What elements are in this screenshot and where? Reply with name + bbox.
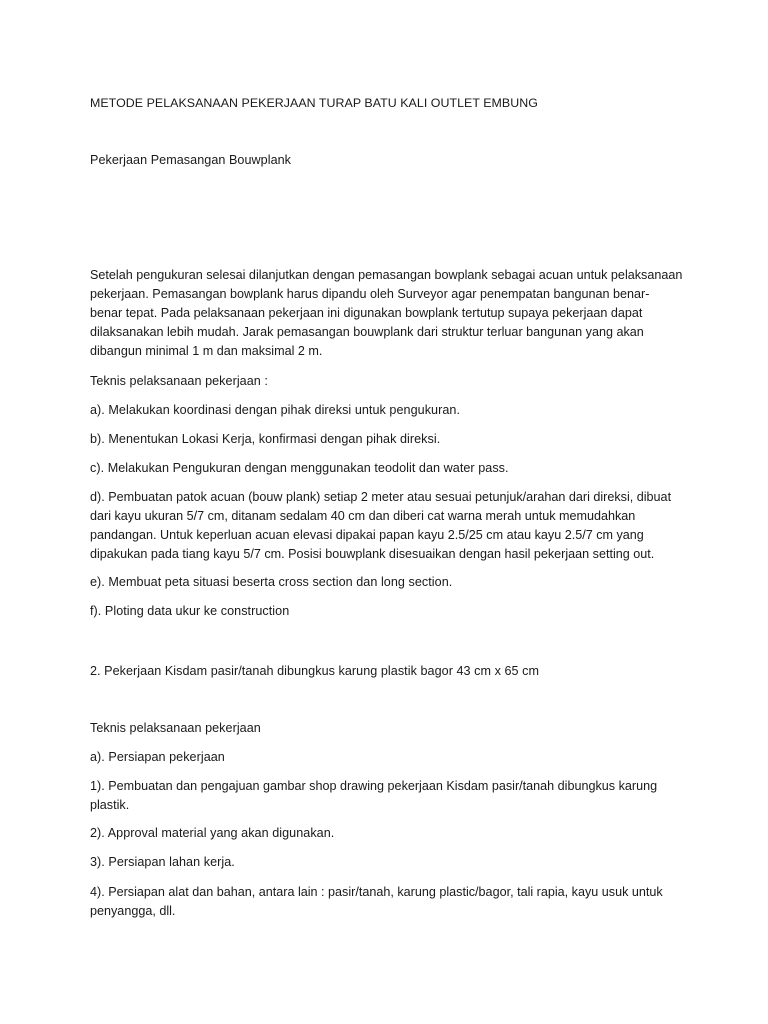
- paragraph-line: dibangun minimal 1 m dan maksimal 2 m.: [90, 344, 323, 358]
- teknis-heading-2: Teknis pelaksanaan pekerjaan: [90, 721, 261, 735]
- list-item-a: a). Melakukan koordinasi dengan pihak direksi untuk pengukuran.: [90, 403, 460, 417]
- teknis-heading-1: Teknis pelaksanaan pekerjaan :: [90, 374, 268, 388]
- paragraph-line: dari kayu ukuran 5/7 cm, ditanam sedalam 40 cm dan diberi cat warna merah untuk memudahkan: [90, 509, 636, 523]
- paragraph-line: pandangan. Untuk keperluan acuan elevasi dipakai papan kayu 2.5/25 cm atau kayu 2.5/7 cm yang: [90, 528, 644, 542]
- step-1: [90, 777, 670, 815]
- intro-paragraph: [90, 266, 683, 361]
- paragraph-line: 4). Persiapan alat dan bahan, antara lain : pasir/tanah, karung plastic/bagor, tali rapia, kayu usuk untuk: [90, 885, 663, 899]
- list-item-b: b). Menentukan Lokasi Kerja, konfirmasi dengan pihak direksi.: [90, 432, 441, 446]
- paragraph-line: benar tepat. Pada pelaksanaan pekerjaan ini digunakan bowplank tertutup supaya pekerjaan dapat: [90, 306, 643, 320]
- document-title: METODE PELAKSANAAN PEKERJAAN TURAP BATU KALI OUTLET EMBUNG: [90, 96, 538, 110]
- step-4: [90, 883, 670, 921]
- step-3: 3). Persiapan lahan kerja.: [90, 855, 235, 869]
- sub-item-a: a). Persiapan pekerjaan: [90, 750, 225, 764]
- paragraph-line: dilaksanakan lebih mudah. Jarak pemasangan bouwplank dari struktur terluar bangunan yang akan: [90, 325, 644, 339]
- paragraph-line: 1). Pembuatan dan pengajuan gambar shop drawing pekerjaan Kisdam pasir/tanah dibungkus karung: [90, 779, 658, 793]
- list-item-c: c). Melakukan Pengukuran dengan menggunakan teodolit dan water pass.: [90, 461, 509, 475]
- list-item-d: [90, 488, 670, 564]
- paragraph-line: pekerjaan. Pemasangan bowplank harus dipandu oleh Surveyor agar penempatan bangunan benar-: [90, 287, 650, 301]
- paragraph-line: plastik.: [90, 798, 130, 812]
- step-2: 2). Approval material yang akan digunakan.: [90, 826, 335, 840]
- paragraph-line: Setelah pengukuran selesai dilanjutkan dengan pemasangan bowplank sebagai acuan untuk pelaksanaan: [90, 268, 683, 282]
- paragraph-line: dipakukan pada tiang kayu 5/7 cm. Posisi bouwplank disesuaikan dengan hasil pekerjaan setting out.: [90, 547, 655, 561]
- section-heading-kisdam: 2. Pekerjaan Kisdam pasir/tanah dibungkus karung plastik bagor 43 cm x 65 cm: [90, 664, 540, 678]
- paragraph-line: d). Pembuatan patok acuan (bouw plank) setiap 2 meter atau sesuai petunjuk/arahan dari direksi, dibuat: [90, 490, 672, 504]
- list-item-f: f). Ploting data ukur ke construction: [90, 604, 290, 618]
- list-item-e: e). Membuat peta situasi beserta cross section dan long section.: [90, 575, 453, 589]
- paragraph-line: penyangga, dll.: [90, 904, 176, 918]
- section-heading-bouwplank: Pekerjaan Pemasangan Bouwplank: [90, 153, 292, 167]
